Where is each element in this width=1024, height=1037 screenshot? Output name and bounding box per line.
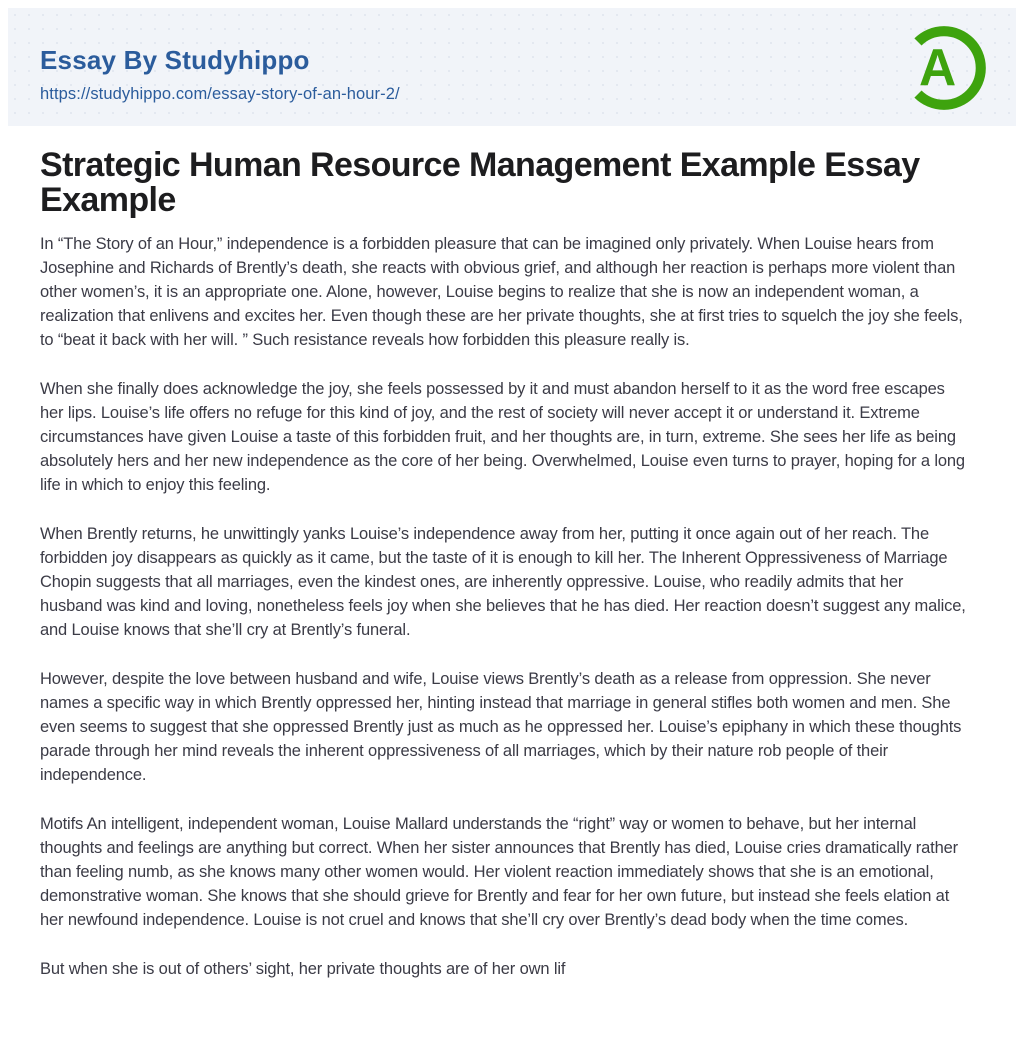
site-title: Essay By Studyhippo <box>40 44 310 75</box>
header-banner <box>8 8 1016 126</box>
essay-paragraph-4: However, despite the love between husband and wife, Louise views Brently’s death as a release from oppression. She never names a specific way in which Brently oppressed her, hinting instead that marriage in general stifles both women and men. She even seems to suggest that she oppressed Brently just as much as he oppressed her. Louise’s epiphany in which these thoughts parade through her mind reveals the inherent oppressiveness of all marriages, which by their nature rob people of their independence. <box>40 670 962 784</box>
essay-paragraph-5: Motifs An intelligent, independent woman, Louise Mallard understands the “right” way or women to behave, but her internal thoughts and feelings are anything but correct. When her sister announces that Brently has died, Louise cries dramatically rather than feeling numb, as she knows many other women would. Her violent reaction immediately shows that she is an emotional, demonstrative woman. She knows that she should grieve for Brently and fear for her own future, but instead she feels elation at her newfound independence. Louise is not cruel and knows that she’ll cry over Brently’s dead body when the time comes. <box>40 815 959 929</box>
essay-article <box>0 148 1024 981</box>
header-text-block <box>40 31 400 104</box>
logo-arc-icon <box>898 22 990 114</box>
essay-paragraph-2: When she finally does acknowledge the joy, she feels possessed by it and must abandon herself to it as the word free escapes her lips. Louise’s life offers no refuge for this kind of joy, and the rest of society will never accept it or understand it. Extreme circumstances have given Louise a taste of this forbidden fruit, and her thoughts are, in turn, extreme. She sees her life as being absolutely hers and her new independence as the core of her being. Overwhelmed, Louise even turns to prayer, hoping for a long life in which to enjoy this feeling. <box>40 380 965 494</box>
essay-paragraph-6: But when she is out of others’ sight, her private thoughts are of her own lif <box>40 960 566 978</box>
essay-url-link[interactable]: https://studyhippo.com/essay-story-of-an-hour-2/ <box>40 84 400 103</box>
essay-paragraph-3: When Brently returns, he unwittingly yanks Louise’s independence away from her, putting it once again out of her reach. The forbidden joy disappears as quickly as it came, but the taste of it is enough to kill her. The Inherent Oppressiveness of Marriage Chopin suggests that all marriages, even the kindest ones, are inherently oppressive. Louise, who readily admits that her husband was kind and loving, nonetheless feels joy when she believes that he has died. Her reaction doesn’t suggest any malice, and Louise knows that she’ll cry at Brently’s funeral. <box>40 525 966 639</box>
studyhippo-logo <box>898 22 990 114</box>
logo-letter: A <box>918 38 957 97</box>
essay-paragraph-1: In “The Story of an Hour,” independence is a forbidden pleasure that can be imagined only privately. When Louise hears from Josephine and Richards of Brently’s death, she reacts with obvious grief, and although her reaction is perhaps more violent than other women’s, it is an appropriate one. Alone, however, Louise begins to realize that she is now an independent woman, a realization that enlivens and excites her. Even though these are her private thoughts, she at first tries to squelch the joy she feels, to “beat it back with her will. ” Such resistance reveals how forbidden this pleasure really is. <box>40 235 963 349</box>
essay-title: Strategic Human Resource Management Example Essay Example <box>40 146 920 219</box>
